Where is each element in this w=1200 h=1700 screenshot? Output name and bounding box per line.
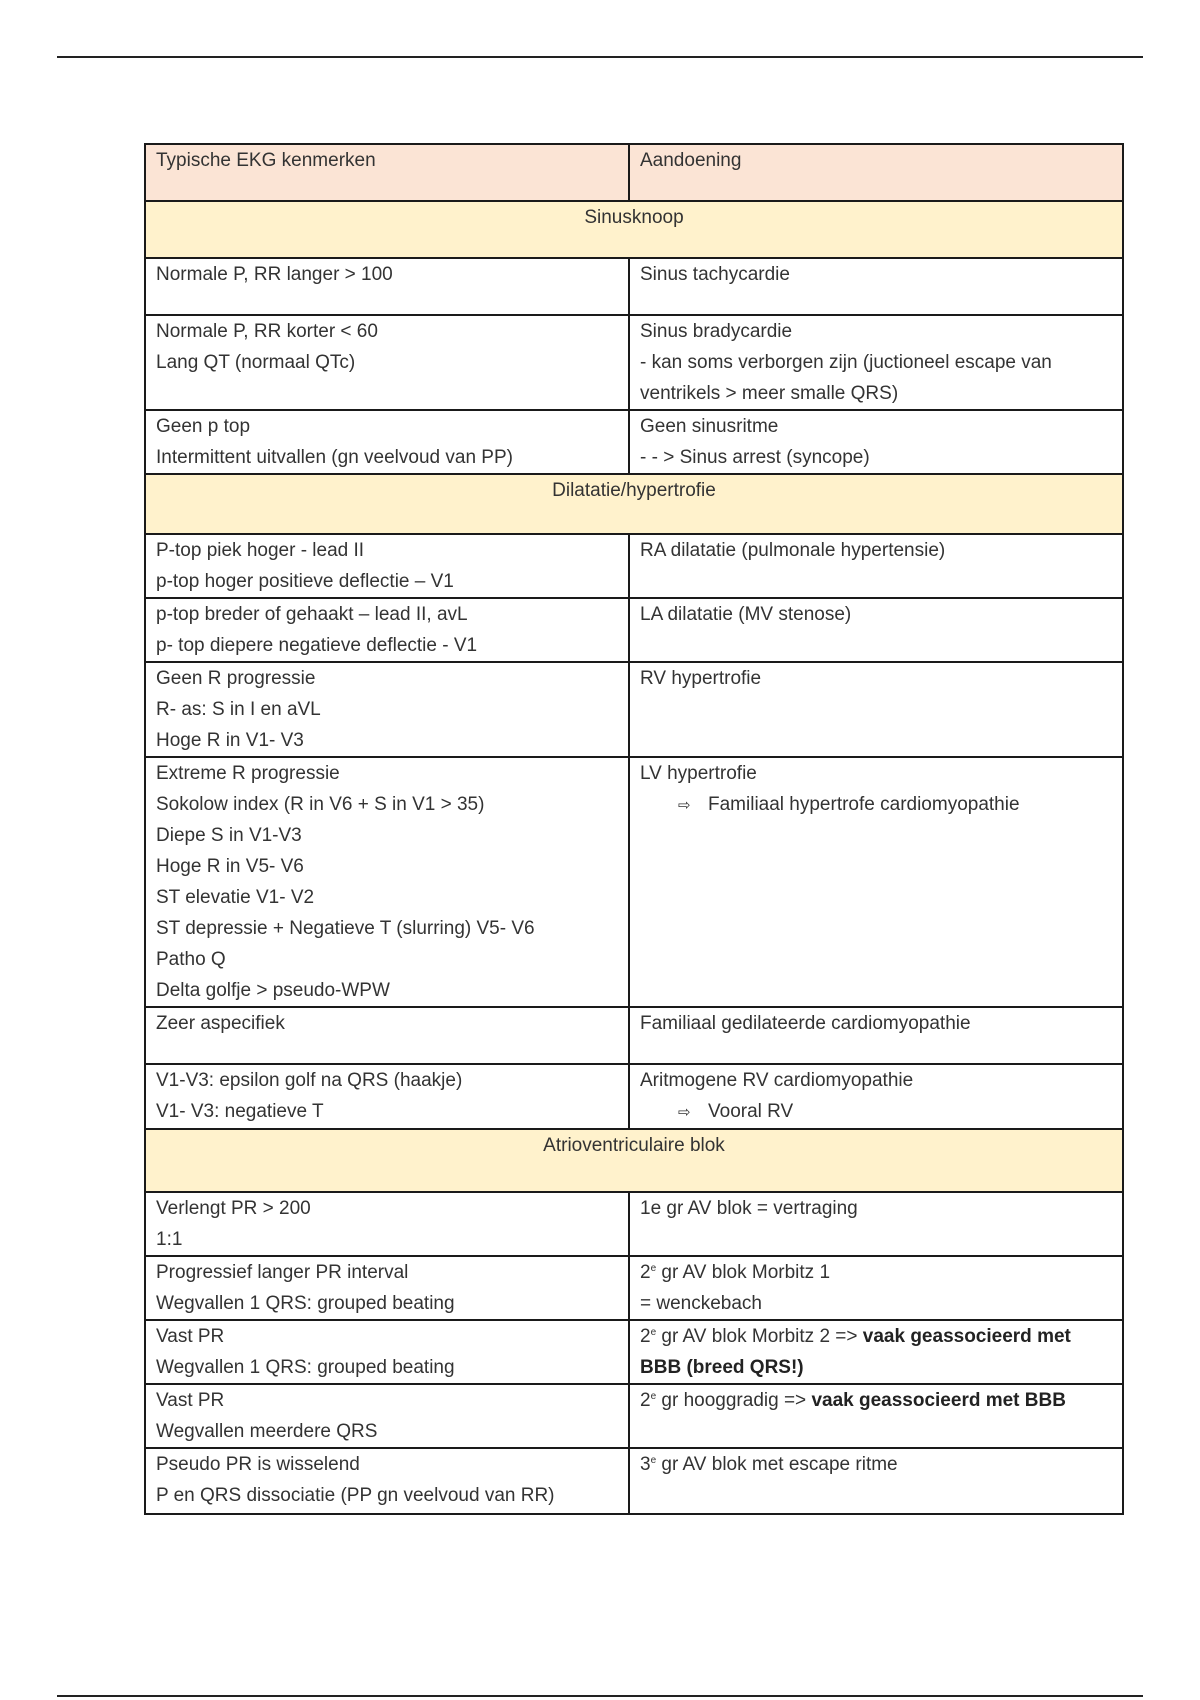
aandoening-cell: LV hypertrofie ⇨ Familiaal hypertrofe cardiomyopathie xyxy=(629,757,1123,1007)
arrow-right-icon: ⇨ xyxy=(678,1104,691,1121)
aandoening-cell: Aritmogene RV cardiomyopathie ⇨ Vooral RV xyxy=(629,1064,1123,1129)
aandoening-cell: RA dilatatie (pulmonale hypertensie) xyxy=(629,534,1123,598)
aandoening-cell: LA dilatatie (MV stenose) xyxy=(629,598,1123,662)
footer-rule xyxy=(57,1695,1143,1697)
kenmerk-cell: Geen p top Intermittent uitvallen (gn veelvoud van PP) xyxy=(145,410,629,474)
aandoening-cell: Geen sinusritme - - > Sinus arrest (syncope) xyxy=(629,410,1123,474)
aandoening-cell: Sinus tachycardie xyxy=(629,258,1123,315)
kenmerk-cell: Normale P, RR langer > 100 xyxy=(145,258,629,315)
kenmerk-cell: p-top breder of gehaakt – lead II, avL p- top diepere negatieve deflectie - V1 xyxy=(145,598,629,662)
kenmerk-cell: P-top piek hoger - lead II p-top hoger positieve deflectie – V1 xyxy=(145,534,629,598)
table-row xyxy=(145,1256,1123,1320)
kenmerk-cell: Normale P, RR korter < 60 Lang QT (normaal QTc) xyxy=(145,315,629,410)
table-row xyxy=(145,1192,1123,1256)
aandoening-cell: 1e gr AV blok = vertraging xyxy=(629,1192,1123,1256)
table-row xyxy=(145,1448,1123,1514)
arrow-right-icon: ⇨ xyxy=(678,797,691,814)
section-row-dilatatie xyxy=(145,474,1123,534)
section-title: Atrioventriculaire blok xyxy=(543,1135,725,1156)
aandoening-cell: Familiaal gedilateerde cardiomyopathie xyxy=(629,1007,1123,1064)
table-row xyxy=(145,1007,1123,1064)
table-row xyxy=(145,1064,1123,1129)
table-row xyxy=(145,315,1123,410)
table-row xyxy=(145,258,1123,315)
ekg-table xyxy=(144,143,1124,1515)
section-title: Sinusknoop xyxy=(584,207,684,228)
table-row xyxy=(145,598,1123,662)
aandoening-cell: Sinus bradycardie - kan soms verborgen zijn (juctioneel escape van ventrikels > meer smalle QRS) xyxy=(629,315,1123,410)
table-header-row xyxy=(145,144,1123,201)
header-rule xyxy=(57,56,1143,58)
table-row xyxy=(145,1320,1123,1384)
table-row xyxy=(145,534,1123,598)
kenmerk-cell: Geen R progressie R- as: S in I en aVL Hoge R in V1- V3 xyxy=(145,662,629,757)
kenmerk-cell: Zeer aspecifiek xyxy=(145,1007,629,1064)
table-row xyxy=(145,662,1123,757)
aandoening-cell: 2e gr hooggradig => vaak geassocieerd met BBB xyxy=(629,1384,1123,1448)
table-row xyxy=(145,1384,1123,1448)
section-row-av-blok xyxy=(145,1129,1123,1192)
kenmerk-cell: Progressief langer PR interval Wegvallen 1 QRS: grouped beating xyxy=(145,1256,629,1320)
kenmerk-cell: V1-V3: epsilon golf na QRS (haakje) V1- V3: negatieve T xyxy=(145,1064,629,1129)
aandoening-cell: RV hypertrofie xyxy=(629,662,1123,757)
aandoening-cell: 2e gr AV blok Morbitz 2 => vaak geassocieerd met BBB (breed QRS!) xyxy=(629,1320,1123,1384)
kenmerk-cell: Extreme R progressie Sokolow index (R in V6 + S in V1 > 35) Diepe S in V1-V3 Hoge R in V5- V6 ST elevatie V1- V2 ST depressie + Negatieve T (slurring) V5- V6 Patho Q Delta golfje > pseudo-WPW xyxy=(145,757,629,1007)
table-row xyxy=(145,757,1123,1007)
table-row xyxy=(145,410,1123,474)
kenmerk-cell: Verlengt PR > 200 1:1 xyxy=(145,1192,629,1256)
aandoening-cell: 3e gr AV blok met escape ritme xyxy=(629,1448,1123,1514)
aandoening-cell: 2e gr AV blok Morbitz 1 = wenckebach xyxy=(629,1256,1123,1320)
header-cell-kenmerken: Typische EKG kenmerken xyxy=(145,144,629,201)
kenmerk-cell: Vast PR Wegvallen meerdere QRS xyxy=(145,1384,629,1448)
kenmerk-cell: Pseudo PR is wisselend P en QRS dissociatie (PP gn veelvoud van RR) xyxy=(145,1448,629,1514)
section-row-sinusknoop xyxy=(145,201,1123,258)
header-cell-aandoening: Aandoening xyxy=(629,144,1123,201)
kenmerk-cell: Vast PR Wegvallen 1 QRS: grouped beating xyxy=(145,1320,629,1384)
section-title: Dilatatie/hypertrofie xyxy=(552,480,716,501)
